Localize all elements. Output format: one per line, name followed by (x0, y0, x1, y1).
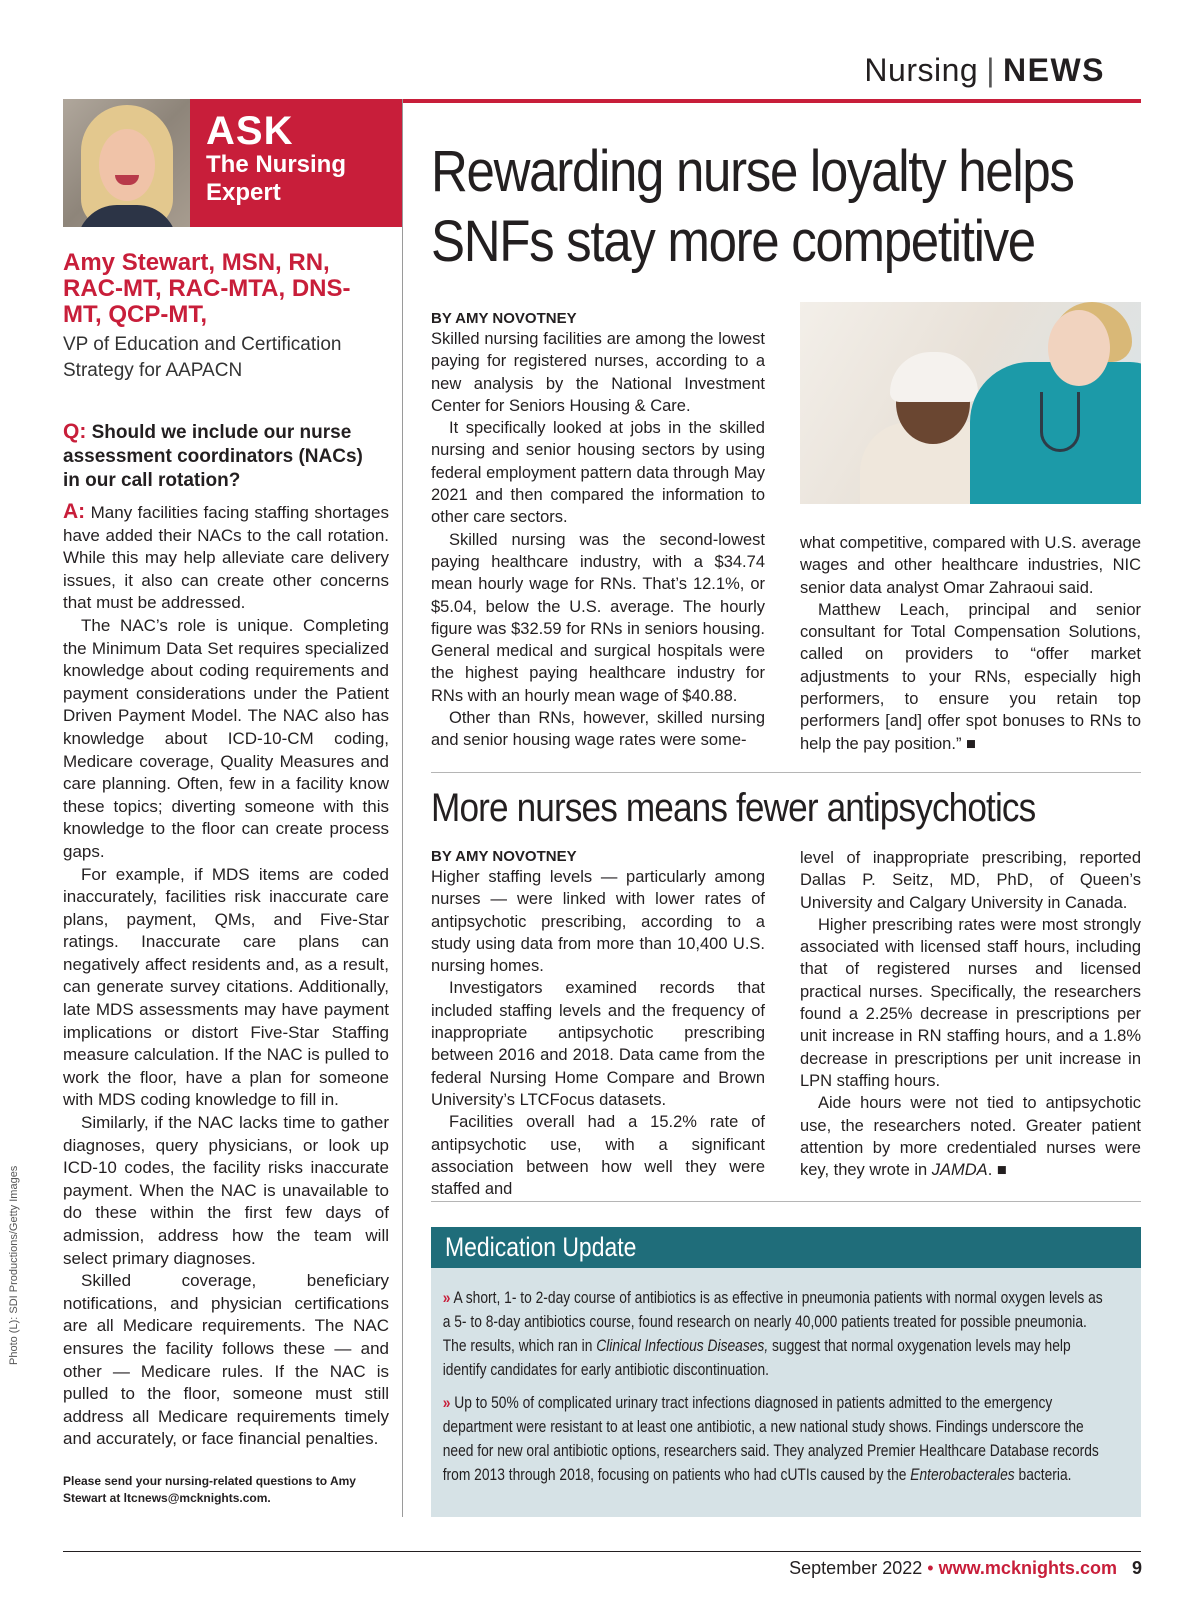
byline: BY AMY NOVOTNEY (431, 310, 577, 327)
ask-banner-text (190, 99, 346, 227)
ask-subtitle-line1: The Nursing (206, 151, 347, 178)
headline: More nurses means fewer antipsychotics (431, 786, 1036, 830)
article1-column-1 (431, 309, 765, 752)
paragraph: Aide hours were not tied to antipsychotic use, the researchers noted. Greater patient attention by more credentialed nurses were key, they wrote in JAMDA. ■ (800, 1094, 1141, 1180)
section-label: NEWS (1003, 52, 1105, 88)
chevron-icon: » (442, 1289, 451, 1307)
medication-item: » Up to 50% of complicated urinary tract infections diagnosed in patients admitted to the emergency department were resistant to at least one antibiotic, a new national study shows. Findings underscore the need for new oral antibiotic options, researchers said. They analyzed Premier Healthcare Database records from 2013 through 2018, focusing on patients who had cUTIs caused by the Enterobacterales bacteria. (442, 1394, 1099, 1484)
submission-note: Please send your nursing-related questions to Amy Stewart at ltcnews@mcknights.com. (63, 1473, 356, 1505)
question-label: Q: (63, 420, 87, 443)
article-antipsychotics-headline (431, 784, 1141, 832)
answer-paragraph: The NAC’s role is unique. Completing the Minimum Data Set requires specialized knowledge about coding requirements and payment considerations under the Patient Driven Payment Model. The NAC also has knowledge about ICD-10-CM coding, Medicare coverage, Quality Measures and care planning. Often, few in a facility know these topics; diverting someone with this knowledge to the floor can create process gaps. (63, 615, 389, 861)
article-nurse-loyalty-headline (431, 137, 1141, 277)
author-name: Amy Stewart, MSN, RN, RAC-MT, RAC-MTA, DNS-MT, QCP-MT, (63, 249, 351, 328)
chevron-icon: » (442, 1394, 451, 1412)
issue-date: September 2022 (789, 1558, 923, 1578)
ask-title: ASK (206, 109, 294, 153)
answer-paragraph: A: Many facilities facing staffing shortages have added their NACs to the call rotation. While this may help alleviate care delivery issues, it also can create other concerns that must be addressed. (63, 500, 389, 613)
answer-body (63, 501, 389, 1451)
headline: Rewarding nurse loyalty helps SNFs stay more competitive (431, 139, 1074, 274)
page-number: 9 (1131, 1558, 1142, 1578)
ask-expert-sidebar (63, 99, 403, 1507)
medication-update-title: Medication Update (431, 1227, 1141, 1268)
footer-bullet: • (927, 1558, 934, 1578)
answer-paragraph: For example, if MDS items are coded inaccurately, facilities risk inaccurate care plans, payment, QMs, and Five-Star ratings. Inaccurate care plans can negatively affect residents and, as a result, can generate survey citations. Additionally, late MDS assessments may have payment implications or distort Five-Star Staffing measure calculation. If the NAC is pulled to work the floor, have a plan for someone with MDS coding knowledge to fill in. (63, 864, 389, 1110)
answer-paragraph: Skilled coverage, beneficiary notifications, and physician certifications are all Medicare requirements. The NAC ensures the facility follows these — and other — Medicare rules. If the NAC is pulled to the floor, someone must still address all Medicare requirements timely and accurately, or face financial penalties. (63, 1271, 389, 1449)
nurse-patient-photo (800, 302, 1141, 504)
paragraph: level of inappropriate prescribing, reported Dallas P. Seitz, MD, PhD, of Queen’s University and Calgary University in Canada. (800, 849, 1141, 912)
column-divider (402, 99, 403, 1517)
question-text: Should we include our nurse assessment coordinators (NACs) in our call rotation? (63, 422, 363, 491)
medication-item: » A short, 1- to 2-day course of antibiotics is as effective in pneumonia patients with normal oxygen levels as a 5- to 8-day antibiotics course, found research on nearly 40,000 patients treated for possible pneumonia. The results, which ran in Clinical Infectious Diseases, suggest that normal oxygenation levels may help identify candidates for early antibiotic discontinuation. (442, 1289, 1103, 1379)
paragraph: It specifically looked at jobs in the skilled nursing and senior housing sectors by using federal employment pattern data through May 2021 and then compared the information to other care sectors. (431, 419, 765, 527)
organism-name: Enterobacterales (910, 1466, 1015, 1484)
section-name: Nursing (864, 52, 979, 88)
paragraph: Matthew Leach, principal and senior consultant for Total Compensation Solutions, called on providers to “offer market adjustments to your RNs, especially high performers, to ensure you retain top performers [and] offer spot bonuses to RNs to help the pay position.” ■ (800, 600, 1141, 753)
article-divider (431, 1201, 1141, 1202)
paragraph: Skilled nursing was the second-lowest paying healthcare industry, with a $34.74 mean hourly wage for RNs. That’s 12.1%, or $5.04, below the U.S. average. The hourly figure was $32.59 for RNs in seniors housing. General medical and surgical hospitals were the highest paying healthcare industry for RNs with an hourly mean wage of $40.88. (431, 530, 765, 705)
answer-paragraph: Similarly, if the NAC lacks time to gather diagnoses, query physicians, or look up ICD-10 codes, the facility risks inaccurate payment. When the NAC is unavailable to do these within the first few days of admission, address how the team will select primary diagnoses. (63, 1113, 389, 1268)
byline: BY AMY NOVOTNEY (431, 848, 577, 865)
page-footer (789, 1558, 1142, 1579)
author-title: VP of Education and Certification Strategy for AAPACN (63, 334, 342, 381)
article-divider (431, 772, 1141, 773)
section-header (864, 52, 1105, 89)
author-photo (63, 99, 190, 227)
journal-name: JAMDA (931, 1161, 988, 1180)
section-separator: | (986, 52, 995, 88)
paragraph: Higher staffing levels — particularly among nurses — were linked with lower rates of antipsychotic prescribing, according to a study using data from more than 10,400 U.S. nursing homes. (431, 868, 765, 976)
site-url[interactable]: www.mcknights.com (938, 1558, 1117, 1578)
ask-subtitle-line2: Expert (206, 179, 281, 206)
question (63, 420, 383, 493)
paragraph: Higher prescribing rates were most strongly associated with licensed staff hours, including that of registered nurses and licensed practical nurses. Specifically, the researchers found a 2.25% decrease in prescriptions per unit increase in RN staffing hours, and a 1.8% decrease in prescriptions per unit increase in LPN staffing hours. (800, 915, 1141, 1090)
ask-banner (63, 99, 403, 227)
article2-column-2 (800, 847, 1141, 1181)
paragraph: what competitive, compared with U.S. average wages and other healthcare industries, NIC senior data analyst Omar Zahraoui said. (800, 534, 1141, 597)
paragraph: Skilled nursing facilities are among the lowest paying for registered nurses, according to a new analysis by the National Investment Center for Seniors Housing & Care. (431, 330, 765, 415)
journal-name: Clinical Infectious Diseases, (596, 1337, 769, 1355)
paragraph: Investigators examined records that included staffing levels and the frequency of inappropriate antipsychotic prescribing between 2016 and 2018. Data came from the federal Nursing Home Compare and Brown University’s LTCFocus datasets. (431, 979, 765, 1109)
article1-column-2 (800, 532, 1141, 755)
answer-label: A: (63, 500, 86, 523)
footer-rule (63, 1551, 1141, 1552)
paragraph: Other than RNs, however, skilled nursing and senior housing wage rates were some- (431, 709, 765, 750)
paragraph: Facilities overall had a 15.2% rate of antipsychotic use, with a significant association between how well they were staffed and (431, 1113, 765, 1199)
article2-column-1 (431, 847, 765, 1200)
medication-update-box (431, 1227, 1141, 1517)
